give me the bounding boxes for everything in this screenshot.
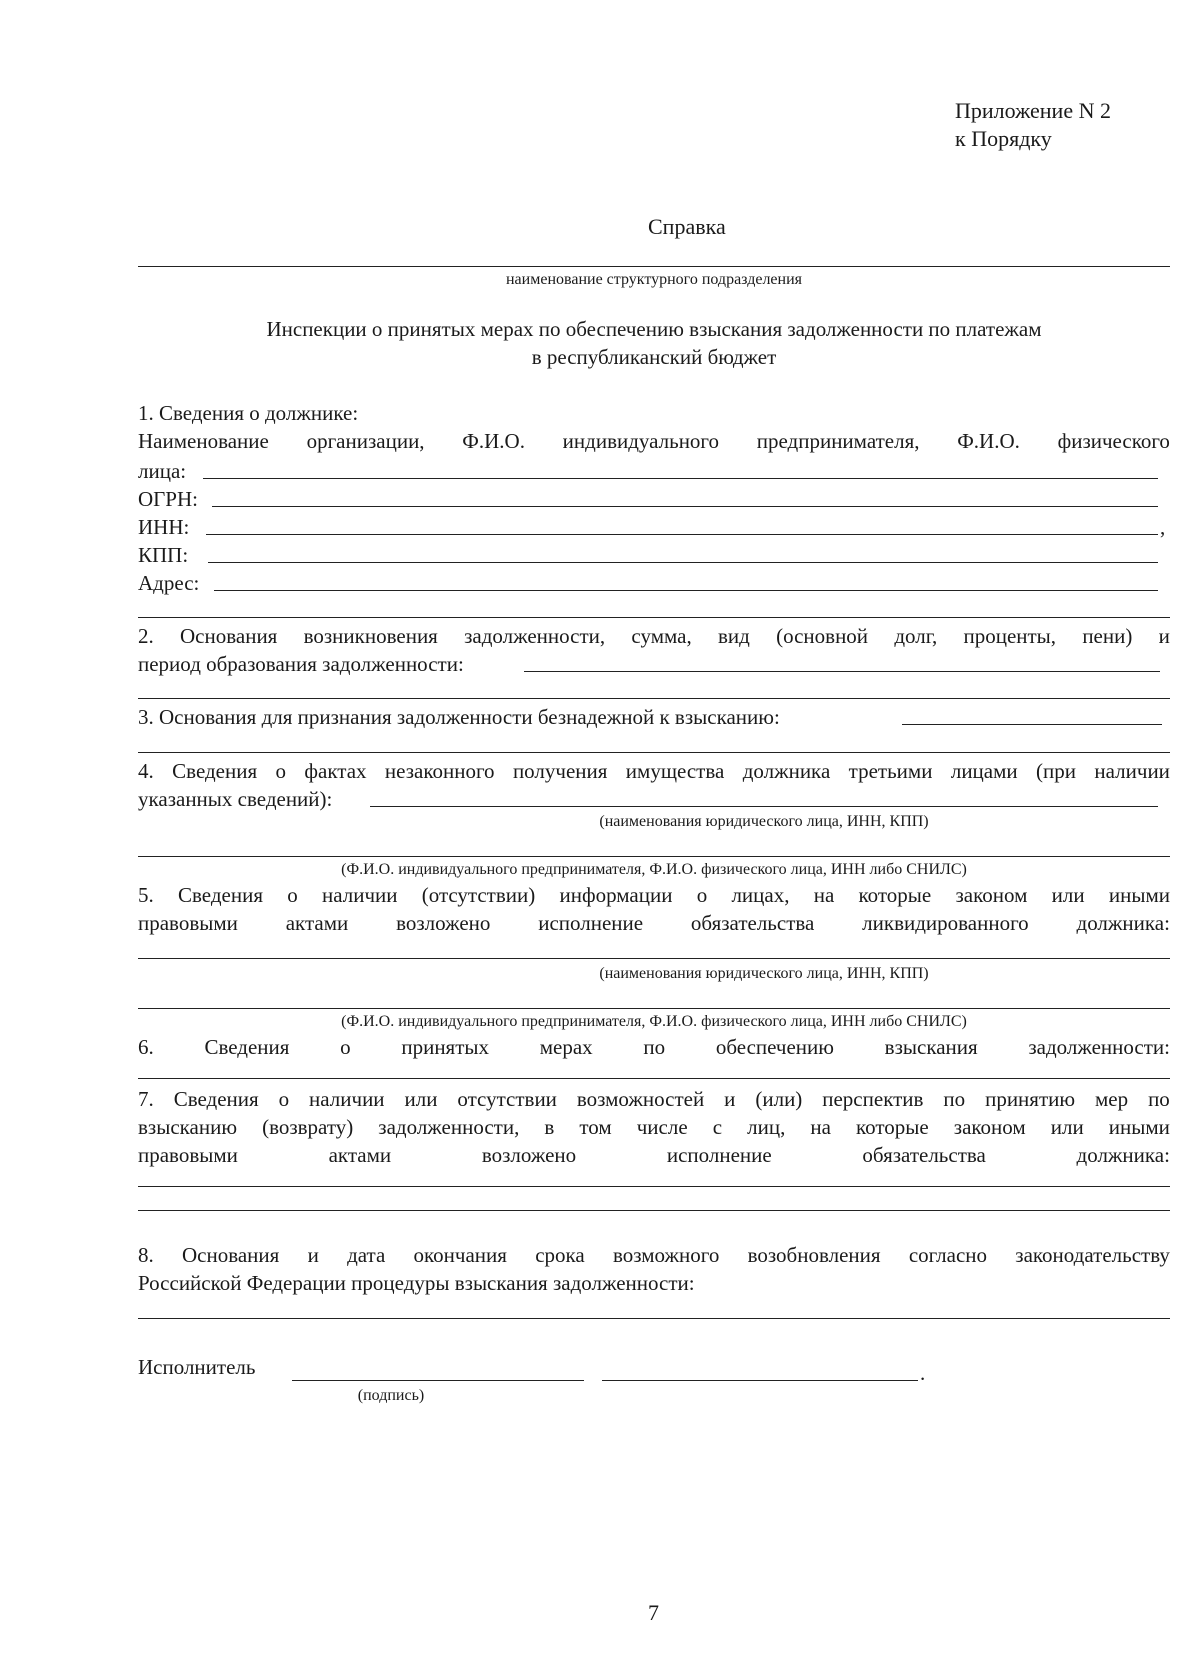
signature-field[interactable] (292, 1380, 584, 1381)
word: 6. (138, 1035, 154, 1059)
section-8-field[interactable] (138, 1318, 1170, 1319)
word: Сведения (178, 883, 263, 907)
word: Сведения (172, 759, 258, 783)
executor-name-field[interactable] (602, 1380, 918, 1381)
word: том (579, 1115, 612, 1139)
word: по (943, 1087, 966, 1111)
word: иными (1108, 1115, 1170, 1139)
word: окончания (413, 1243, 507, 1267)
word: о (278, 1087, 290, 1111)
word: о (287, 883, 298, 907)
section-1-text (138, 428, 1170, 454)
inn-comma: , (1160, 515, 1166, 539)
word: должника: (1076, 1143, 1170, 1167)
word: обязательства (690, 911, 815, 935)
subtitle-line-1: Инспекции о принятых мерах по обеспечению взыскания задолженности по платежам (266, 317, 1042, 341)
section-4-person-field[interactable] (138, 856, 1170, 857)
word: и (724, 1087, 736, 1111)
word: в (544, 1115, 555, 1139)
debtor-name-label: лица: (138, 459, 187, 483)
word: Ф.И.О. (957, 429, 1020, 453)
section-7-text-3 (138, 1142, 1170, 1168)
inn-field[interactable] (206, 534, 1158, 535)
signature-end-mark: . (920, 1361, 926, 1385)
address-field[interactable] (214, 590, 1158, 591)
word: задолженности, (464, 624, 606, 648)
section-5-legal-entity-caption: (наименования юридического лица, ИНН, КПП) (599, 965, 929, 982)
address-field-continued[interactable] (138, 617, 1170, 618)
word: лицами (950, 759, 1018, 783)
section-5-legal-entity-field[interactable] (138, 958, 1170, 959)
section-2-field-continued[interactable] (138, 698, 1170, 699)
word: обеспечению (715, 1035, 834, 1059)
section-3-field-continued[interactable] (138, 752, 1170, 753)
signature-caption: (подпись) (357, 1387, 425, 1404)
word: организации, (306, 429, 425, 453)
section-2-field[interactable] (524, 671, 1160, 672)
word: или (1051, 883, 1085, 907)
word: законом (955, 883, 1028, 907)
word: правовыми (138, 911, 238, 935)
word: должника (742, 759, 831, 783)
debtor-name-field[interactable] (203, 478, 1158, 479)
section-7-text-2 (138, 1114, 1170, 1140)
word: имущества (625, 759, 725, 783)
word: получения (512, 759, 608, 783)
word: фактах (304, 759, 367, 783)
word: возможностей (576, 1087, 705, 1111)
word: по (643, 1035, 666, 1059)
word: сумма, (631, 624, 692, 648)
word: Ф.И.О. (462, 429, 525, 453)
word: исполнение (666, 1143, 772, 1167)
word: и (1158, 624, 1170, 648)
subdivision-caption: наименование структурного подразделения (505, 271, 803, 288)
word: взыскания (884, 1035, 978, 1059)
section-4-person-caption: (Ф.И.О. индивидуального предпринимателя, Ф.И.О. физического лица, ИНН либо СНИЛС) (341, 861, 967, 878)
word: возобновления (747, 1243, 881, 1267)
word: 2. (138, 624, 154, 648)
word: или (1050, 1115, 1084, 1139)
word: Сведения (204, 1035, 290, 1059)
word: которые (858, 883, 932, 907)
section-2-text (138, 623, 1170, 649)
ogrn-label: ОГРН: (138, 487, 198, 511)
word: 7. (138, 1087, 154, 1111)
section-7-field-continued[interactable] (138, 1210, 1170, 1211)
section-7-text-1 (138, 1086, 1170, 1112)
word: законом (953, 1115, 1026, 1139)
word: лицах, (731, 883, 790, 907)
word: 5. (138, 883, 154, 907)
section-5-person-field[interactable] (138, 1008, 1170, 1009)
word: актами (285, 911, 349, 935)
word: ликвидированного (862, 911, 1029, 935)
word: о (340, 1035, 351, 1059)
inn-label: ИНН: (138, 515, 190, 539)
word: мерах (539, 1035, 593, 1059)
word: которые (856, 1115, 929, 1139)
section-3-field[interactable] (902, 724, 1162, 725)
appendix-number: Приложение N 2 (955, 98, 1111, 123)
appendix-reference: к Порядку (955, 126, 1052, 151)
word: (возврату) (262, 1115, 354, 1139)
word: 4. (138, 759, 154, 783)
section-8-text (138, 1242, 1170, 1268)
subdivision-name-field[interactable] (138, 266, 1170, 267)
word: дата (347, 1243, 386, 1267)
section-7-field[interactable] (138, 1186, 1170, 1187)
word: физического (1057, 429, 1170, 453)
word: наличии (321, 883, 398, 907)
word: возложено (481, 1143, 577, 1167)
word: пени) (1082, 624, 1133, 648)
word: (основной (776, 624, 869, 648)
address-label: Адрес: (138, 571, 200, 595)
word: возможного (612, 1243, 720, 1267)
word: актами (328, 1143, 392, 1167)
word: долг, (894, 624, 938, 648)
executor-label: Исполнитель (138, 1355, 256, 1379)
document-title: Справка (648, 214, 726, 239)
word: предпринимателя, (756, 429, 920, 453)
word: Основания (180, 624, 278, 648)
word: Основания (182, 1243, 280, 1267)
word: должника: (1076, 911, 1170, 935)
word: информации (559, 883, 673, 907)
section-4-text (138, 758, 1170, 784)
section-1-heading: 1. Сведения о должнике: (138, 401, 359, 425)
word: 8. (138, 1243, 154, 1267)
kpp-field[interactable] (208, 562, 1158, 563)
subtitle-line-2: в республиканский бюджет (531, 345, 777, 369)
word: и (307, 1243, 319, 1267)
word: принятых (401, 1035, 490, 1059)
word: принятию (985, 1087, 1076, 1111)
section-5-text-1 (138, 882, 1170, 908)
section-6-field[interactable] (138, 1078, 1170, 1079)
section-8-label: Российской Федерации процедуры взыскания задолженности: (138, 1271, 695, 1295)
section-3-label: 3. Основания для признания задолженности безнадежной к взысканию: (138, 705, 780, 729)
word: (или) (755, 1087, 803, 1111)
word: индивидуального (562, 429, 720, 453)
word: задолженности: (1028, 1035, 1170, 1059)
word: на (813, 883, 835, 907)
word: законодательству (1015, 1243, 1170, 1267)
section-2-label: период образования задолженности: (138, 652, 464, 676)
word: лиц, (747, 1115, 786, 1139)
word: на (810, 1115, 831, 1139)
word: с (712, 1115, 723, 1139)
section-4-legal-entity-field[interactable] (370, 806, 1158, 807)
word: исполнение (538, 911, 644, 935)
word: Сведения (173, 1087, 259, 1111)
word: наличии (1094, 759, 1170, 783)
word: срока (535, 1243, 585, 1267)
word: (отсутствии) (421, 883, 536, 907)
word: возложено (396, 911, 491, 935)
word: Наименование (138, 429, 269, 453)
word: незаконного (384, 759, 495, 783)
word: третьими (848, 759, 933, 783)
section-4-label: указанных сведений): (138, 787, 333, 811)
word: по (1148, 1087, 1170, 1111)
kpp-label: КПП: (138, 543, 189, 567)
word: взысканию (138, 1115, 238, 1139)
word: правовыми (138, 1143, 238, 1167)
word: иными (1108, 883, 1170, 907)
word: вид (717, 624, 750, 648)
section-5-text-2 (138, 910, 1170, 936)
section-4-legal-entity-caption: (наименования юридического лица, ИНН, КПП) (599, 813, 929, 830)
word: числе (636, 1115, 688, 1139)
word: о (696, 883, 708, 907)
word: или (404, 1087, 438, 1111)
page-number: 7 (648, 1600, 659, 1625)
word: обязательства (862, 1143, 986, 1167)
section-6-text (138, 1034, 1170, 1060)
word: возникновения (303, 624, 438, 648)
word: (при (1036, 759, 1077, 783)
word: отсутствии (457, 1087, 557, 1111)
word: проценты, (963, 624, 1057, 648)
word: согласно (908, 1243, 988, 1267)
word: мер (1095, 1087, 1129, 1111)
word: задолженности, (378, 1115, 520, 1139)
ogrn-field[interactable] (212, 506, 1158, 507)
word: наличии (309, 1087, 385, 1111)
section-5-person-caption: (Ф.И.О. индивидуального предпринимателя, Ф.И.О. физического лица, ИНН либо СНИЛС) (341, 1013, 967, 1030)
word: перспектив (822, 1087, 924, 1111)
word: о (275, 759, 287, 783)
